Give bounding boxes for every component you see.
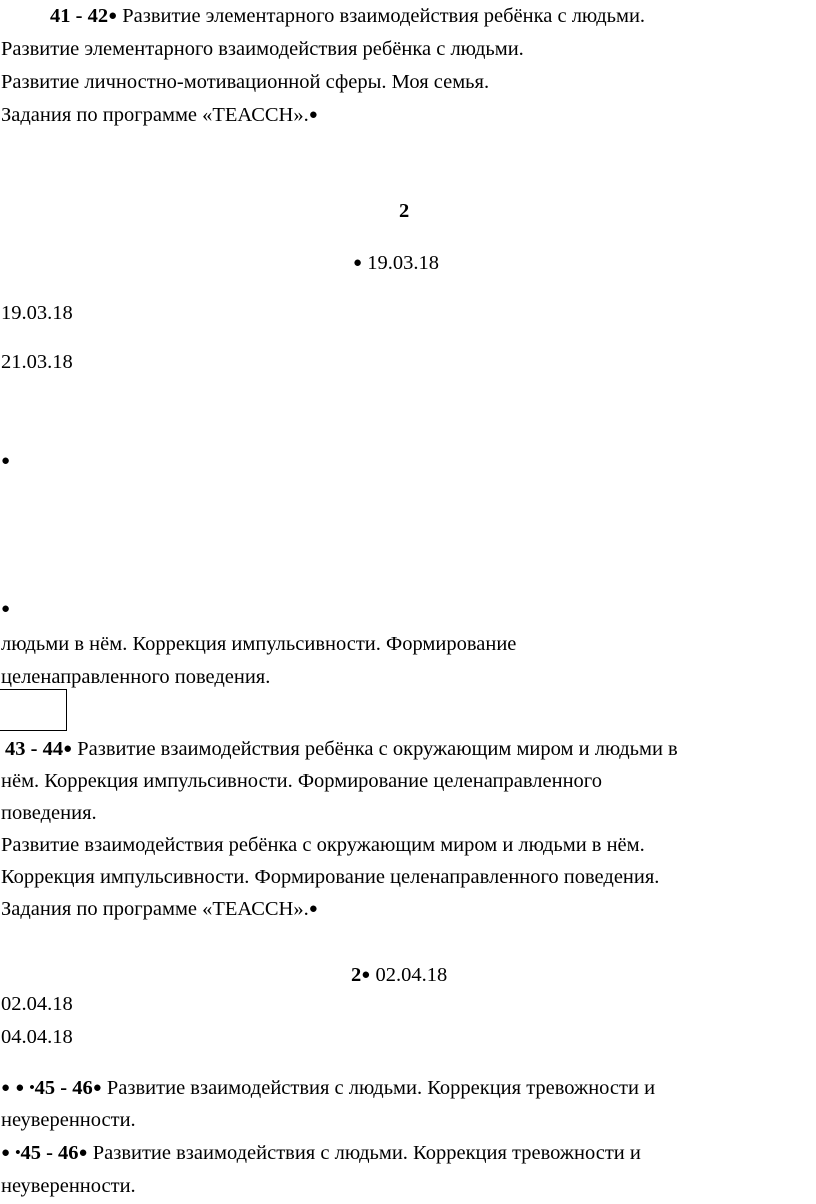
bullet-dot-icon: ● [353,255,363,271]
lesson-assignment-line [1,895,318,923]
lesson-topic-line: Коррекция импульсивности. Формирование целенаправленного поведения. [1,866,660,888]
lesson-assignment-line [1,101,318,129]
date-text: 19.03.18 [362,252,439,274]
bullet-dot-icon: • [15,1145,21,1161]
bullet-dot-icon: ● [1,1145,11,1161]
lesson-fragment-line: людьми в нём. Коррекция импульсивности. Формирование [1,633,517,655]
lesson-topic-line: Развитие взаимодействия ребёнка с окружающим миром и людьми в нём. [1,834,645,856]
lesson-number: 45 - 46 [34,1077,93,1099]
bullet-dot-icon: ● [15,1080,25,1096]
assignment-text: Задания по программе «ТЕАССН». [1,898,309,920]
lesson-title: Развитие взаимодействия с людьми. Коррекция тревожности и [87,1142,641,1164]
lesson-title: Развитие взаимодействия с людьми. Коррекция тревожности и [101,1077,656,1099]
bullet-dot-icon: ● [308,901,318,917]
hours-count: 2 [399,200,410,222]
bullet-dot-icon: ● [361,967,371,983]
bullet-dot-icon: ● [1,601,11,617]
lesson-title-continued: неуверенности. [1,1175,136,1197]
hours-count: 2 [351,964,362,986]
lesson-fragment-line: целенаправленного поведения. [1,666,271,688]
lesson-number: 45 - 46 [20,1142,79,1164]
lesson-heading-43-44 [5,735,678,763]
date-line: 02.04.18 [1,993,73,1015]
lesson-title: Развитие взаимодействия ребёнка с окружающим миром и людьми в [72,738,678,760]
bullet-dot-icon: ● [78,1145,88,1161]
lesson-heading-45-46-repeat [1,1139,641,1167]
lesson-heading-41-42 [50,2,645,30]
lesson-topic-line: Развитие элементарного взаимодействия ребёнка с людьми. [1,38,524,60]
bullet-dot-icon: • [29,1080,35,1096]
lesson-topic-line: Развитие личностно-мотивационной сферы. Моя семья. [1,71,490,93]
assignment-text: Задания по программе «ТЕАССН». [1,104,309,126]
date-text: 02.04.18 [370,964,448,986]
date-line: 19.03.18 [1,302,73,324]
date-centered [353,249,439,277]
hours-and-date-centered [351,961,447,989]
lesson-number: 43 - 44 [5,738,64,760]
bullet-dot-icon: ● [108,8,118,24]
bullet-dot-icon: ● [63,741,73,757]
lesson-title-continued: неуверенности. [1,1109,136,1131]
bullet-dot-icon: ● [1,1080,11,1096]
table-cell-box [0,689,67,731]
lesson-title-continued: поведения. [1,802,97,824]
date-line: 04.04.18 [1,1026,73,1048]
lesson-title: Развитие элементарного взаимодействия ребёнка с людьми. [117,5,646,27]
bullet-dot-icon: ● [308,107,318,123]
lesson-number: 41 - 42 [50,5,109,27]
lesson-heading-45-46 [1,1074,655,1102]
lesson-title-continued: нём. Коррекция импульсивности. Формирование целенаправленного [1,770,602,792]
date-line: 21.03.18 [1,351,73,373]
bullet-dot-icon: ● [92,1080,102,1096]
bullet-dot-icon: ● [1,453,11,469]
